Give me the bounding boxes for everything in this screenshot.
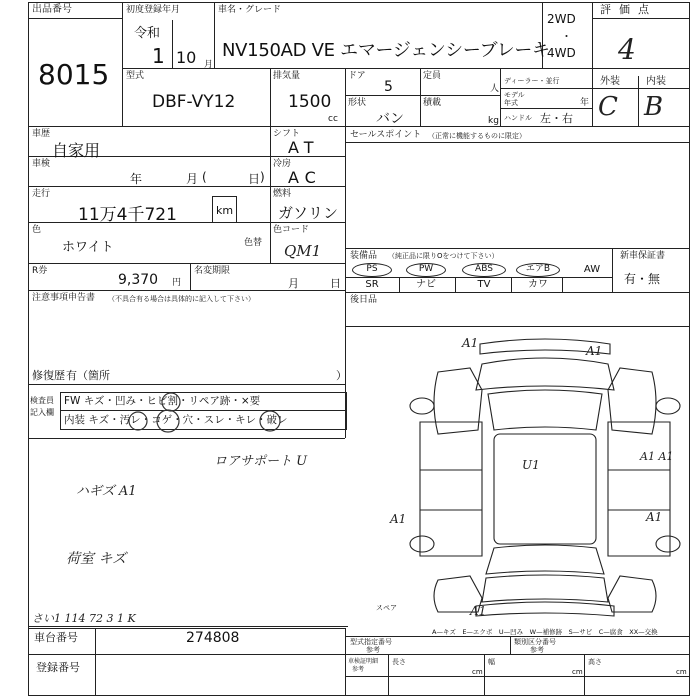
note-seat: ハギズ A1 [76, 484, 137, 499]
displacement-value: 1500 [288, 92, 332, 112]
spare-label: スペア [376, 604, 397, 612]
inspection-detail-sub: 参考 [352, 666, 365, 673]
shift-label: シフト [273, 129, 301, 139]
mark-right-rear: A1 [646, 510, 663, 524]
height-label: 高さ [588, 658, 602, 666]
interior-grade: B [644, 92, 664, 122]
mileage-value: 11万4千721 [78, 205, 177, 225]
capacity-unit: 人 [490, 84, 500, 94]
model-year-label1: モデル [504, 91, 525, 99]
model-year-unit: 年 [580, 98, 590, 108]
inspection-label: 車検 [32, 159, 51, 169]
interior-header: 内装 [646, 76, 666, 87]
lot-label: 出品番号 [32, 4, 72, 15]
usage-label: 車歴 [32, 129, 51, 139]
warranty-label: 新車保証書 [620, 251, 666, 261]
drive-4wd: 4WD [547, 46, 576, 60]
equip-tv: TV [477, 279, 491, 290]
mileage-label: 走行 [32, 189, 51, 199]
equip-leather: カワ [528, 279, 548, 290]
equip-navi: ナビ [416, 279, 436, 290]
car-damage-diagram [400, 330, 690, 622]
cert-label: 型式指定番号 [350, 638, 392, 646]
color-code-label: 色コード [273, 225, 310, 235]
repair-history-close: ） [336, 369, 347, 382]
exterior-header: 外装 [600, 76, 620, 87]
mark-front-left: A1 [462, 336, 479, 350]
equipment-note: （純正品に限りOをつけて下さい） [388, 252, 499, 260]
recycle-label: R券 [32, 266, 48, 276]
equip-abs: ABS [462, 263, 506, 277]
inspector-markings [60, 390, 350, 434]
equip-pw: PW [406, 263, 446, 277]
door-label: ドア [348, 71, 366, 81]
recycle-value: 9,370 [118, 272, 159, 288]
model-year-label2: 年式 [504, 99, 518, 107]
rear-field-label: 後日品 [350, 295, 378, 305]
drive-2wd: 2WD [547, 12, 576, 26]
repair-history-value: 有（ [66, 369, 88, 382]
inspection-detail-label: 車検証明細 [348, 658, 379, 665]
equip-sr: SR [365, 279, 379, 290]
inspection-day: 日 [248, 172, 261, 186]
car-name-value: NV150AD VE エマージェンシーブレーキ [222, 40, 550, 61]
cert-sub: 参考 [366, 646, 380, 654]
handle-label: ハンドル [504, 114, 532, 122]
class-label: 類別区分番号 [514, 638, 556, 646]
shape-value: バン [376, 111, 404, 127]
capacity-label: 定員 [423, 71, 442, 81]
chassis-label: 車台番号 [34, 631, 78, 644]
model-value: DBF-VY12 [152, 92, 236, 112]
mark-left-side: A1 [390, 512, 407, 526]
equip-aw: AW [583, 264, 601, 275]
color-code-value: QM1 [284, 242, 322, 260]
mark-roof: U1 [522, 458, 540, 472]
sales-point-note: （正常に機能するものに限定） [428, 132, 526, 140]
lot-number: 8015 [38, 58, 110, 91]
inspector-row2: 内装 キズ・汚レ・コゲ・穴・スレ・キレ・破レ [64, 414, 288, 426]
color-label: 色 [32, 225, 42, 235]
repaint-label: 色替 [244, 238, 263, 248]
height-unit: cm [676, 668, 687, 676]
inspector-label1: 検査員 [30, 396, 54, 405]
model-label: 型式 [126, 71, 145, 81]
mark-front-right: A1 [586, 344, 603, 358]
warranty-value: 有・無 [624, 272, 661, 286]
notes-label: 注意事項申告書 [32, 293, 96, 303]
aircon-value: AC [288, 168, 322, 187]
note-vin: さい1 114 72 3 1 K [32, 612, 136, 625]
repair-history-place: 箇所 [88, 369, 110, 382]
mark-rear-bumper: A1 [470, 604, 487, 618]
loading-label: 積載 [423, 98, 442, 108]
width-label: 幅 [488, 658, 495, 666]
score-value: 4 [618, 33, 636, 66]
fuel-label: 燃料 [273, 189, 292, 199]
aircon-label: 冷房 [273, 159, 292, 169]
first-reg-era: 令和 [134, 26, 161, 41]
inspector-row1: FW キズ・凹み・ヒビ割・リペア跡・×要 [64, 395, 261, 407]
length-label: 長さ [392, 658, 406, 666]
chassis-value: 274808 [186, 630, 240, 646]
sales-point-label: セールスポイント [350, 130, 422, 140]
tax-day: 日 [330, 277, 341, 290]
loading-unit: kg [488, 116, 499, 126]
drive-dot: ・ [561, 30, 572, 43]
first-reg-month: 10 [176, 48, 197, 67]
first-reg-month-suffix: 月 [204, 60, 214, 70]
door-value: 5 [384, 79, 393, 95]
handle-value: 左・右 [540, 112, 573, 125]
score-label: 評価点 [600, 3, 657, 16]
equip-ps: PS [352, 263, 392, 277]
class-sub: 参考 [530, 646, 544, 654]
width-unit: cm [572, 668, 583, 676]
displacement-label: 排気量 [273, 71, 301, 81]
damage-legend: A—キズ E—エクボ U—凹み W—補修跡 S—サビ C—腐食 XX—交換 [432, 628, 658, 636]
usage-value: 自家用 [52, 141, 101, 160]
auction-sheet: 出品番号 8015 初度登録年月 令和 1 10 月 車名・グレード NV150AD VE エマージェンシーブレーキ 2WD ・ 4WD 評価点 4 型式 DBF-VY12 排気量 1500 cc ドア 5 形状 バン 定員 人 積載 kg ディーラー・並行 モデル 年式 年 ハンドル 左・右 外装 内装 C B 車歴 自家用 シフト AT 車検 年 月 ( 日 ) 冷房 AC 走行 11万4千721 km 燃料 ガソリン 色 ホワイト 色替 色コード QM1 R券 9,370 円 名変期限 月 日 注意事項申告書 （不具合有る場合は具体的に記入して下さい） 修復歴 有（ 箇所 ） 検査員 記入欄 FW キズ・凹み・ヒビ割・リペア跡・×要 内装 キズ・汚レ・コゲ・穴・スレ・キレ・破レ ロアサポート U ハギズ A1 荷室 キズ さい1 114 72 3 1 K セールスポイント （正常に機能するものに限定） 装備品 （純正品に限りOをつけて下さい） 新車保証書 有・無 PS PW ABS エアB AW SR ナビ TV カワ 後日品 A1 A1 U1 A1 A1 A1 A1 A1 スペア A—キズ E—エクボ U—凹み W—補修跡 S—サビ C—腐食 XX—交換 車台番号 274808 登録番号 型式指定番号 参考 類別区分番号 参考 車検証明細 参考 長さ 幅 高さ cm cm cm [0, 0, 700, 700]
equip-airbag: エアB [516, 263, 560, 277]
exterior-grade: C [598, 92, 618, 122]
registration-label: 登録番号 [36, 661, 80, 674]
dealer-label: ディーラー・並行 [504, 77, 560, 85]
fuel-value: ガソリン [278, 204, 339, 222]
note-rear-bumper: ロアサポート U [214, 454, 308, 469]
inspector-label2: 記入欄 [30, 408, 54, 417]
inspection-month: 月 [186, 172, 199, 186]
first-reg-label: 初度登録年月 [126, 5, 181, 15]
tax-label: 名変期限 [194, 266, 231, 276]
mark-right-side: A1 A1 [640, 450, 674, 463]
tax-month: 月 [288, 277, 299, 290]
shift-value: AT [288, 138, 320, 157]
notes-sub: （不具合有る場合は具体的に記入して下さい） [108, 295, 255, 303]
inspection-year: 年 [130, 172, 143, 186]
displacement-unit: cc [328, 114, 338, 124]
first-reg-year: 1 [152, 44, 165, 68]
car-name-label: 車名・グレード [218, 5, 282, 15]
mileage-unit: km [216, 204, 234, 217]
equipment-label: 装備品 [350, 251, 378, 261]
shape-label: 形状 [348, 98, 367, 108]
note-cargo: 荷室 キズ [66, 551, 127, 567]
repair-history-label: 修復歴 [32, 369, 65, 382]
length-unit: cm [472, 668, 483, 676]
color-value: ホワイト [62, 240, 114, 255]
recycle-unit: 円 [172, 278, 182, 288]
